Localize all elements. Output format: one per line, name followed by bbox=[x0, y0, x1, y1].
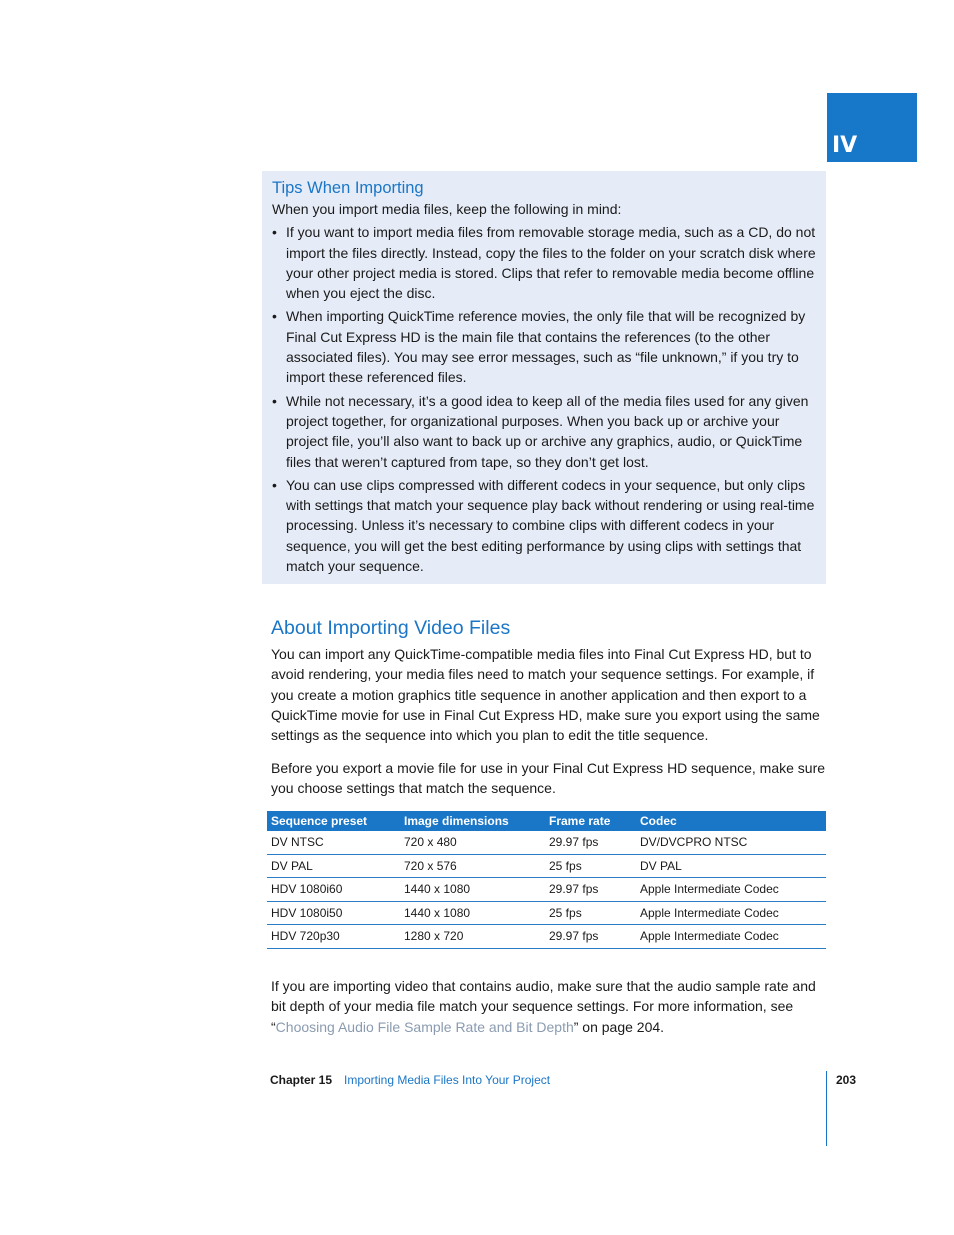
section-about-importing bbox=[271, 614, 831, 811]
column-header-sequence-preset: Sequence preset bbox=[267, 811, 400, 831]
cell-codec: DV PAL bbox=[636, 854, 826, 878]
cell-codec: Apple Intermediate Codec bbox=[636, 901, 826, 925]
cell-sequence-preset: DV NTSC bbox=[267, 831, 400, 854]
table-row bbox=[267, 854, 826, 878]
bullet: • bbox=[272, 308, 277, 325]
bullet: • bbox=[272, 476, 277, 493]
audio-note-paragraph bbox=[271, 976, 831, 1037]
tips-item-text: While not necessary, it’s a good idea to keep all of the media files used for any given project together, for organizational purposes. When you back up or archive your project file, you’ll also want to back up or archive any graphics, audio, or QuickTime files that weren’t captured from tape, so they don’t get lost. bbox=[286, 392, 809, 470]
cross-reference-link[interactable]: Choosing Audio File Sample Rate and Bit Depth bbox=[275, 1018, 574, 1035]
cell-sequence-preset: DV PAL bbox=[267, 854, 400, 878]
tips-list bbox=[272, 222, 816, 576]
tips-intro: When you import media files, keep the following in mind: bbox=[272, 201, 622, 217]
table-header-row bbox=[267, 811, 826, 831]
table-row bbox=[267, 925, 826, 949]
section-paragraph-1: You can import any QuickTime-compatible media files into Final Cut Express HD, but to avoid rendering, your media files need to match your sequence settings. For example, if you create a motion graphics title sequence in another application and then export to a QuickTime movie for use in Final Cut Express HD, make sure you export using the same settings as the sequence into which you plan to edit the title sequence. bbox=[271, 646, 820, 744]
tips-list-item bbox=[272, 306, 816, 387]
cell-image-dimensions: 1440 x 1080 bbox=[400, 901, 545, 925]
cell-sequence-preset: HDV 720p30 bbox=[267, 925, 400, 949]
cell-frame-rate: 29.97 fps bbox=[545, 831, 636, 854]
cell-image-dimensions: 1440 x 1080 bbox=[400, 878, 545, 902]
cell-sequence-preset: HDV 1080i50 bbox=[267, 901, 400, 925]
table-row bbox=[267, 831, 826, 854]
cell-sequence-preset: HDV 1080i60 bbox=[267, 878, 400, 902]
cell-frame-rate: 29.97 fps bbox=[545, 878, 636, 902]
cell-codec: Apple Intermediate Codec bbox=[636, 925, 826, 949]
column-header-codec: Codec bbox=[636, 811, 826, 831]
bullet: • bbox=[272, 392, 277, 409]
footer-chapter-number: Chapter 15 bbox=[270, 1073, 333, 1087]
section-title: About Importing Video Files bbox=[271, 617, 511, 639]
footer-divider bbox=[826, 1071, 827, 1146]
cell-codec: DV/DVCPRO NTSC bbox=[636, 831, 826, 854]
bullet: • bbox=[272, 224, 277, 241]
tips-item-text: When importing QuickTime reference movies, the only file that will be recognized by Final Cut Express HD is the main file that contains the references (to the other associated files). You may see error messages, such as “file unknown,” if you try to import these referenced files. bbox=[286, 308, 806, 386]
cell-image-dimensions: 720 x 576 bbox=[400, 854, 545, 878]
cell-frame-rate: 25 fps bbox=[545, 854, 636, 878]
table-row bbox=[267, 878, 826, 902]
tips-list-item bbox=[272, 475, 816, 576]
column-header-frame-rate: Frame rate bbox=[545, 811, 636, 831]
footer-chapter-title[interactable]: Importing Media Files Into Your Project bbox=[344, 1073, 551, 1087]
cell-frame-rate: 29.97 fps bbox=[545, 925, 636, 949]
sequence-settings-table bbox=[267, 811, 826, 949]
part-tab bbox=[827, 93, 917, 162]
tips-item-text: You can use clips compressed with different codecs in your sequence, but only clips with settings that match your sequence play back without rendering or using real-time processing. Unless it’s necessary to combine clips with different codecs in your sequence, you will get the best editing performance by using clips with settings that match your sequence. bbox=[286, 476, 815, 575]
part-tab-label: IV bbox=[832, 133, 858, 158]
tips-list-item bbox=[272, 222, 816, 303]
table-row bbox=[267, 901, 826, 925]
audio-note-text-end: ” on page 204. bbox=[573, 1018, 665, 1035]
cell-image-dimensions: 1280 x 720 bbox=[400, 925, 545, 949]
tips-item-text: If you want to import media files from removable storage media, such as a CD, do not import the files directly. Instead, copy the files to the folder on your scratch disk where your other project media is stored. Clips that refer to removable media become offline when you eject the disc. bbox=[286, 224, 816, 302]
footer-page-number: 203 bbox=[836, 1073, 857, 1087]
cell-image-dimensions: 720 x 480 bbox=[400, 831, 545, 854]
tips-box bbox=[262, 171, 826, 584]
cell-frame-rate: 25 fps bbox=[545, 901, 636, 925]
audio-note-text: If you are importing video that contains audio, make sure that the audio sample rate and bit depth of your media file match your sequence settings. For more information, see “ bbox=[271, 978, 816, 1035]
tips-list-item bbox=[272, 391, 816, 472]
section-paragraph-2: Before you export a movie file for use in your Final Cut Express HD sequence, make sure you choose settings that match the sequence. bbox=[271, 759, 826, 797]
cell-codec: Apple Intermediate Codec bbox=[636, 878, 826, 902]
tips-title: Tips When Importing bbox=[272, 179, 424, 197]
column-header-image-dimensions: Image dimensions bbox=[400, 811, 545, 831]
